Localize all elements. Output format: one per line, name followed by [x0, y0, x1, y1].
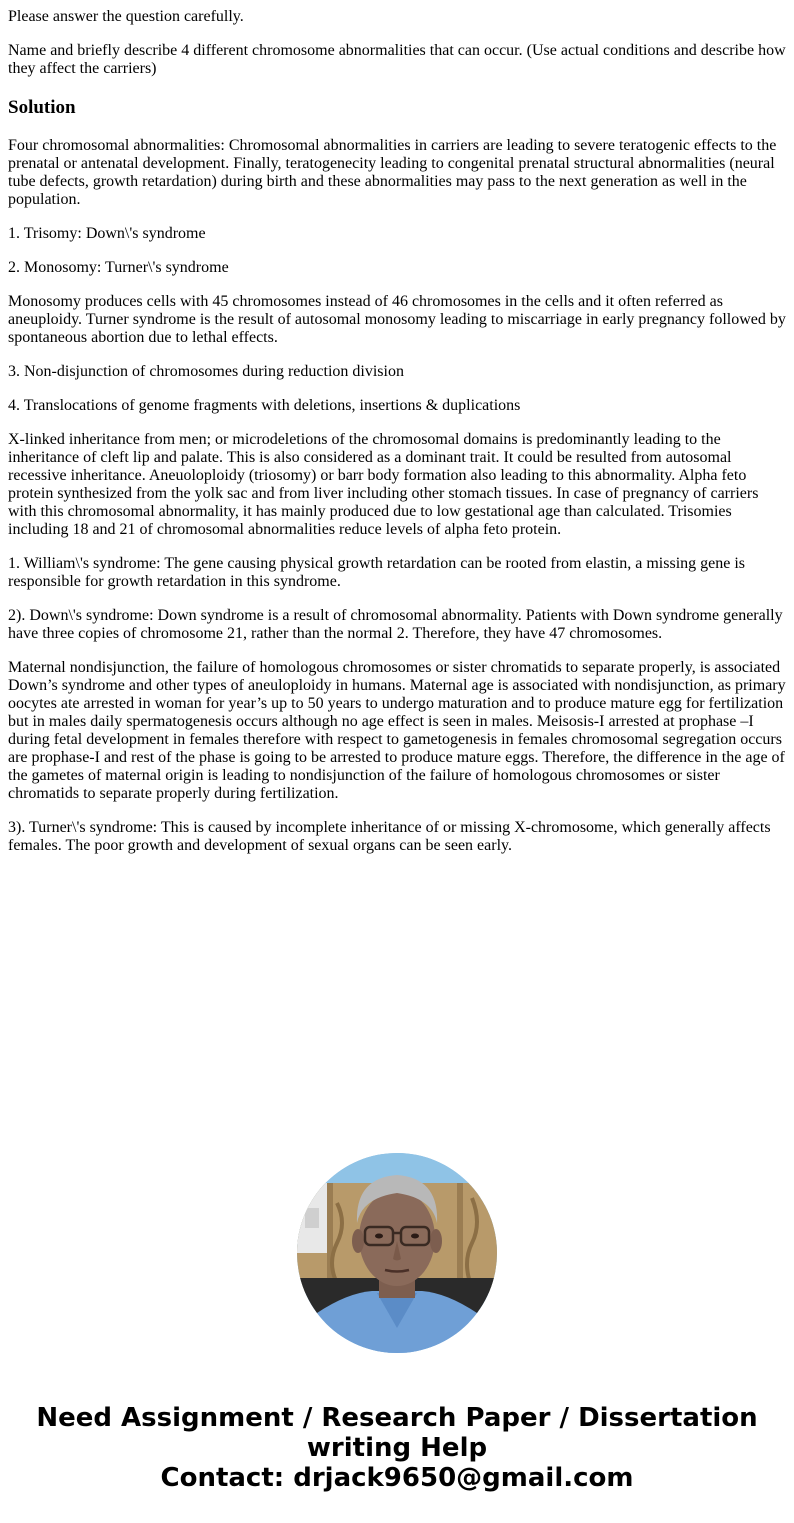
solution-paragraph-williams: 1. William\'s syndrome: The gene causing physical growth retardation can be rooted from elastin, a missing gene is responsible for growth retardation in this syndrome.	[8, 555, 746, 590]
solution-paragraph-intro: Four chromosomal abnormalities: Chromosomal abnormalities in carriers are leading to severe teratogenic effects to the prenatal or antenatal development. Finally, teratogenecity leading to congenital prenatal structural abnormalities (neural tube defects, growth retardation) during birth and these abnormalities may pass to the next generation as well in the population.	[8, 137, 777, 208]
solution-paragraph-maternal-nondisjunction: Maternal nondisjunction, the failure of homologous chromosomes or sister chromatids to separate properly, is associated Down’s syndrome and other types of aneuloploidy in humans. Maternal age is associated with nondisjunction, as primary oocytes ate arrested in woman for year’s up to 50 years to undergo maturation and to produce mature egg for fertilization but in males daily spermatogenesis occurs although no age effect is seen in males. Meisosis-I arrested at prophase –I during fetal development in females therefore with respect to gametogenesis in females chromosomal segregation occurs are prophase-I and rest of the phase is going to be arrested to produce mature eggs. Therefore, the difference in the age of the gametes of maternal origin is leading to nondisjunction of the failure of homologous chromosomes or sister chromatids to separate properly during fertilization.	[8, 659, 786, 802]
solution-list-item-translocations: 4. Translocations of genome fragments with deletions, insertions & duplications	[8, 397, 521, 414]
banner-line-writing-help: writing Help	[306, 1433, 488, 1463]
question-intro: Please answer the question carefully.	[8, 8, 244, 25]
solution-paragraph-x-linked: X-linked inheritance from men; or microdeletions of the chromosomal domains is predominantly leading to the inheritance of cleft lip and palate. This is also considered as a dominant trait. It could be resulted from autosomal recessive inheritance. Aneuoloploidy (triosomy) or barr body formation also leading to this abnormality. Alpha feto protein synthesized from the yolk sac and from liver including other stomach tissues. In case of pregnancy of carriers with this chromosomal abnormality, it has mainly produced due to low gestational age than calculated. Trisomies including 18 and 21 of chromosomal abnormalities reduce levels of alpha feto protein.	[8, 431, 759, 538]
banner-line-contact-email: Contact: drjack9650@gmail.com	[160, 1463, 634, 1493]
solution-paragraph-downs: 2). Down\'s syndrome: Down syndrome is a result of chromosomal abnormality. Patients with Down syndrome generally have three copies of chromosome 21, rather than the normal 2. Therefore, they have 47 chromosomes.	[8, 607, 783, 642]
contact-banner	[0, 1403, 794, 1493]
question-text: Name and briefly describe 4 different chromosome abnormalities that can occur. (Use actual conditions and describe how they affect the carriers)	[8, 42, 786, 77]
solution-list-item-nondisjunction: 3. Non-disjunction of chromosomes during reduction division	[8, 363, 404, 380]
solution-list-item-trisomy: 1. Trisomy: Down\'s syndrome	[8, 225, 206, 242]
person-photo-icon	[297, 1153, 497, 1353]
solution-paragraph-turners: 3). Turner\'s syndrome: This is caused by incomplete inheritance of or missing X-chromosome, which generally affects females. The poor growth and development of sexual organs can be seen early.	[8, 819, 771, 854]
solution-list-item-monosomy: 2. Monosomy: Turner\'s syndrome	[8, 259, 229, 276]
banner-line-assignment: Need Assignment / Research Paper / Dissertation	[36, 1403, 758, 1433]
solution-heading: Solution	[8, 97, 76, 118]
solution-paragraph-monosomy: Monosomy produces cells with 45 chromosomes instead of 46 chromosomes in the cells and it often referred as aneuploidy. Turner syndrome is the result of autosomal monosomy leading to miscarriage in early pregnancy followed by spontaneous abortion due to lethal effects.	[8, 293, 786, 346]
avatar	[297, 1153, 497, 1353]
